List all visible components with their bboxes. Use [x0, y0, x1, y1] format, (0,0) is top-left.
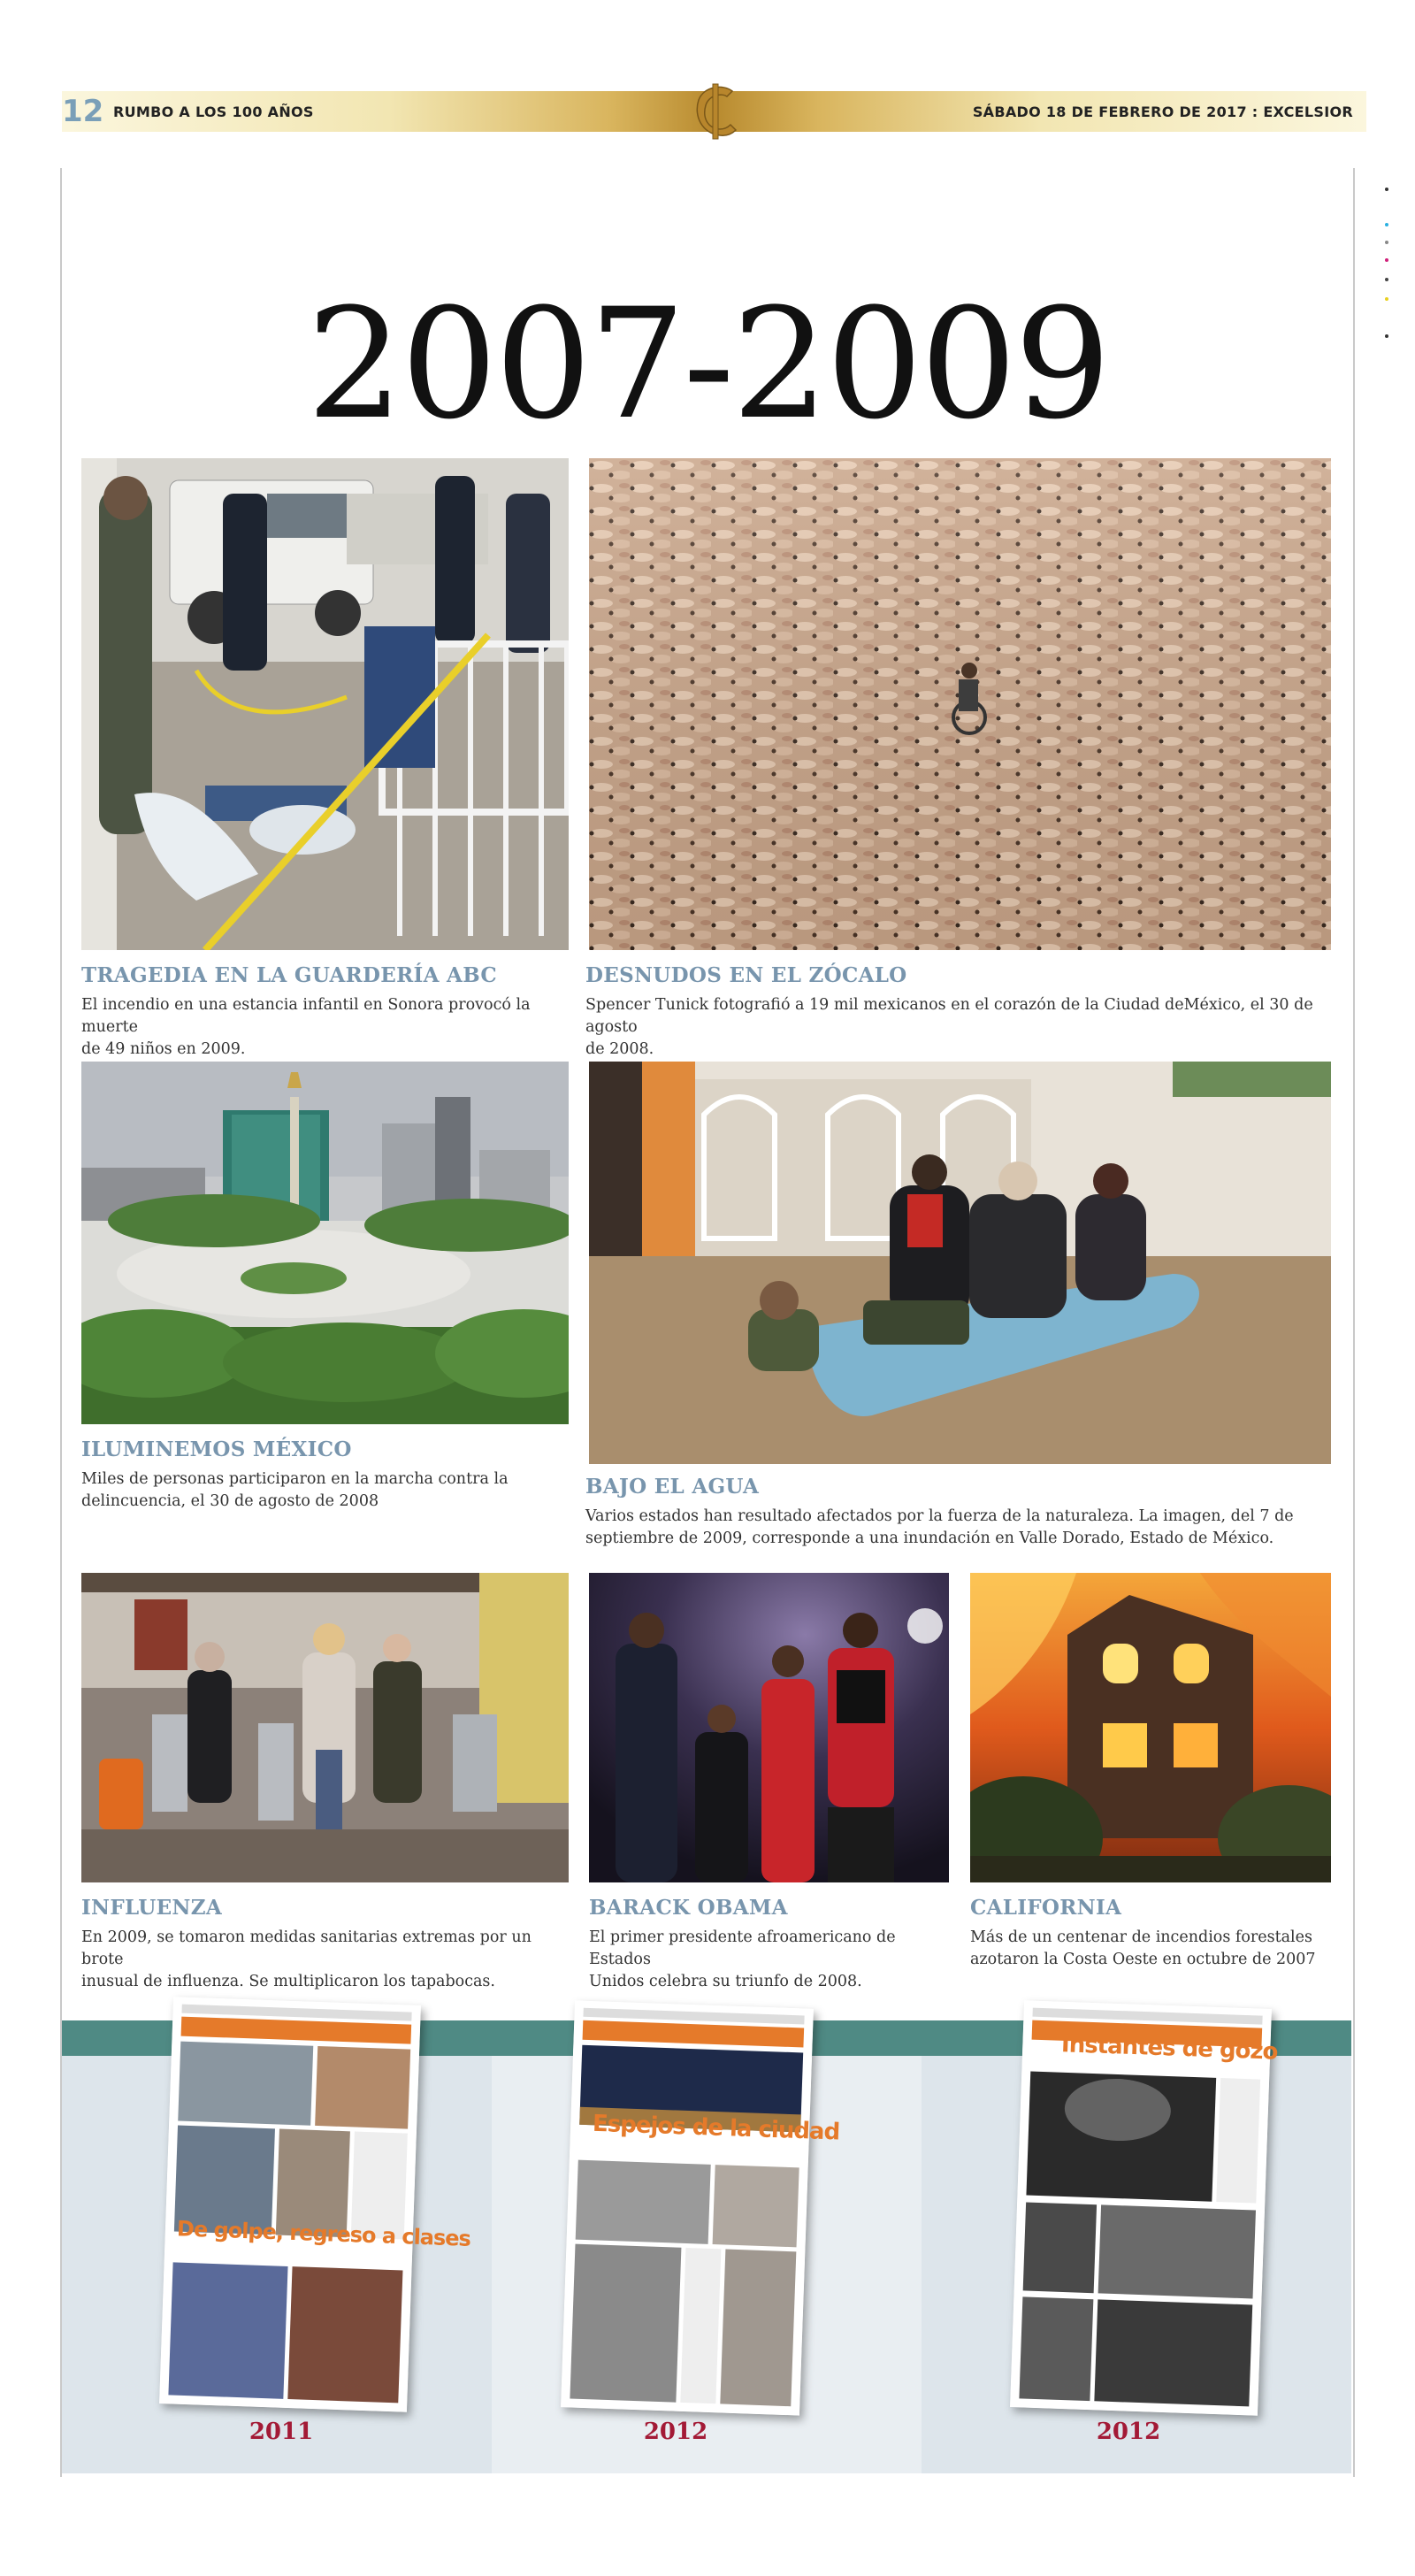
caption-line: de 2008.: [585, 1040, 654, 1058]
caption-text-influenza: [81, 1927, 577, 1993]
photo-barack-obama: [589, 1573, 949, 1882]
registration-mark: [1385, 258, 1388, 262]
cover-year: 2012: [643, 2419, 708, 2445]
photo-influenza: [81, 1573, 569, 1882]
caption-title-iluminemos: ILUMINEMOS MÉXICO: [81, 1438, 352, 1461]
caption-line: delincuencia, el 30 de agosto de 2008: [81, 1492, 379, 1510]
caption-title-california: CALIFORNIA: [970, 1896, 1122, 1920]
registration-mark: [1385, 188, 1388, 191]
caption-title-desnudos: DESNUDOS EN EL ZÓCALO: [585, 963, 907, 987]
caption-title-influenza: INFLUENZA: [81, 1896, 222, 1920]
registration-mark: [1385, 278, 1388, 281]
caption-line: El primer presidente afroamericano de Estados: [589, 1928, 896, 1968]
photo-bajo-el-agua: [589, 1062, 1331, 1464]
photo-desnudos-zocalo: [589, 458, 1331, 950]
page-number: 12: [62, 94, 104, 129]
caption-line: Más de un centenar de incendios forestales: [970, 1928, 1312, 1946]
caption-text-obama: [589, 1927, 960, 1993]
registration-mark: [1385, 297, 1388, 301]
cover-thumbnail-2012-espejos: [561, 2000, 840, 2415]
caption-line: Spencer Tunick fotografió a 19 mil mexicanos en el corazón de la Ciudad deMéxico, el 30 de agosto: [585, 996, 1313, 1036]
cover-year: 2012: [1096, 2419, 1161, 2445]
caption-line: septiembre de 2009, corresponde a una inundación en Valle Dorado, Estado de México.: [585, 1530, 1274, 1547]
excelsior-logo-icon: [688, 82, 745, 141]
caption-text-iluminemos: [81, 1468, 577, 1513]
issue-date: SÁBADO 18 DE FEBRERO DE 2017 : EXCELSIOR: [972, 104, 1353, 120]
cover-headline-2012-instantes: Instantes de gozo: [1060, 2031, 1278, 2066]
caption-text-bajo-agua: [585, 1506, 1346, 1550]
cover-thumbnail-2011: [159, 1997, 471, 2411]
registration-mark: [1385, 334, 1388, 338]
caption-line: inusual de influenza. Se multiplicaron los tapabocas.: [81, 1973, 495, 1990]
caption-line: Miles de personas participaron en la marcha contra la: [81, 1470, 509, 1488]
cover-headline-2012-espejos: Espejos de la ciudad: [592, 2110, 840, 2146]
registration-mark: [1385, 241, 1388, 244]
caption-line: de 49 niños en 2009.: [81, 1040, 246, 1058]
photo-iluminemos-mexico: [81, 1062, 569, 1424]
caption-title-obama: BARACK OBAMA: [589, 1896, 788, 1920]
cover-headline-2011: De golpe, regreso a clases: [176, 2216, 471, 2251]
registration-mark: [1385, 223, 1388, 226]
section-title: RUMBO A LOS 100 AÑOS: [113, 104, 314, 120]
caption-text-guarderia: [81, 994, 577, 1061]
page-title: 2007-2009: [306, 275, 1109, 453]
caption-line: Varios estados han resultado afectados por la fuerza de la naturaleza. La imagen, del 7 de: [585, 1507, 1294, 1525]
caption-text-california: [970, 1927, 1342, 1971]
caption-line: Unidos celebra su triunfo de 2008.: [589, 1973, 862, 1990]
caption-line: En 2009, se tomaron medidas sanitarias extremas por un brote: [81, 1928, 532, 1968]
caption-line: azotaron la Costa Oeste en octubre de 2007: [970, 1951, 1316, 1968]
caption-title-bajo-agua: BAJO EL AGUA: [585, 1475, 760, 1499]
cover-year: 2011: [249, 2419, 314, 2445]
caption-line: El incendio en una estancia infantil en Sonora provocó la muerte: [81, 996, 531, 1036]
caption-text-desnudos: [585, 994, 1346, 1061]
photo-guarderia-abc: [81, 458, 569, 950]
photo-california: [970, 1573, 1331, 1882]
caption-title-guarderia: TRAGEDIA EN LA GUARDERÍA ABC: [81, 963, 497, 987]
